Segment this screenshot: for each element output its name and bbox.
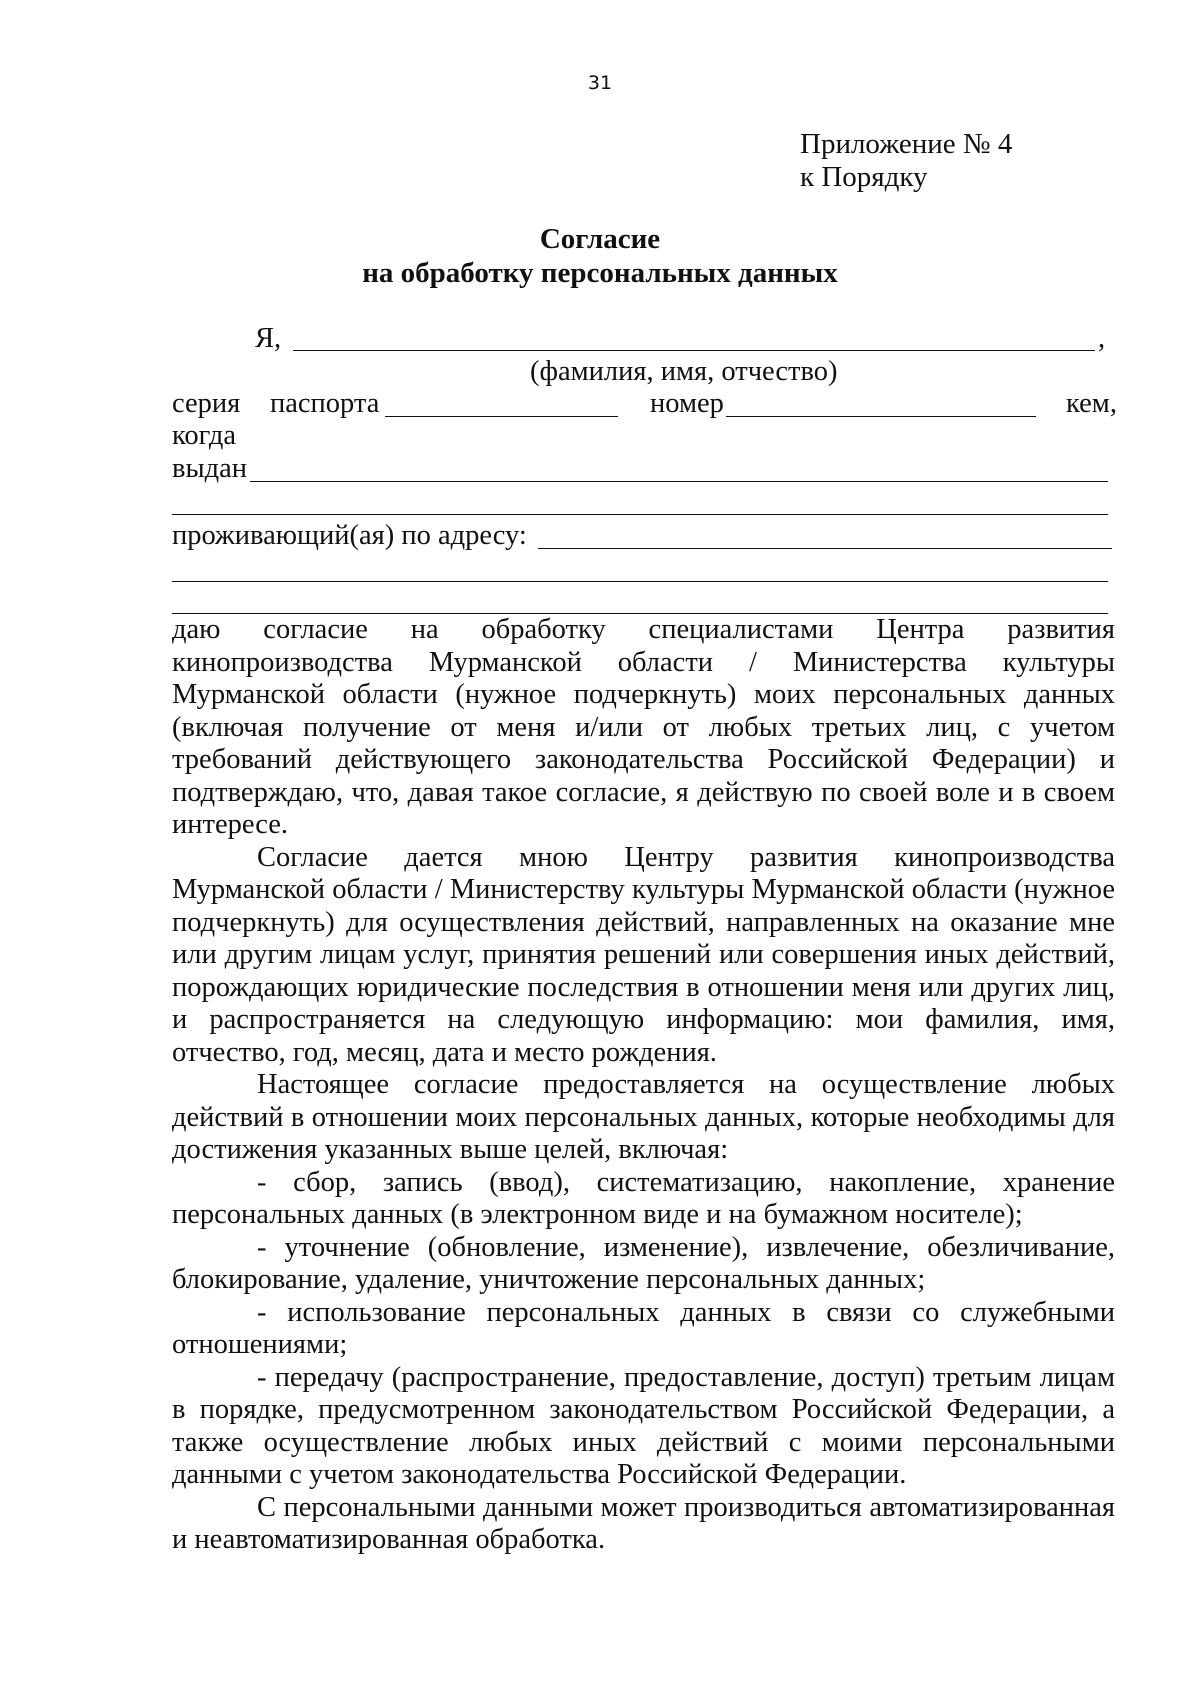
label-by-whom: кем, [1066,388,1117,419]
consent-body [172,614,1115,1557]
consent-paragraph-1: даю согласие на обработку специалистами Центра развития кинопроизводства Мурманской области / Министерства культуры Мурманской области (нужное подчеркнуть) моих персональных данных (включая получение от меня и/или от любых третьих лиц, с учетом требований действующего законодательства Российской Федерации) и подтверждаю, что, давая такое согласие, я действую по своей воле и в своем интересе. [172,614,1115,840]
consent-paragraph-3: Настоящее согласие предоставляется на осуществление любых действий в отношении моих персональных данных, которые необходимы для достижения указанных выше целей, включая: [172,1069,1115,1165]
consent-list-item-2: - уточнение (обновление, изменение), извлечение, обезличивание, блокирование, удаление, уничтожение персональных данных; [172,1231,1115,1295]
full-name-hint: (фамилия, имя, отчество) [530,356,838,387]
label-address: проживающий(ая) по адресу: [172,520,527,551]
consent-list-item-4: - передачу (распространение, предоставление, доступ) третьим лицам в порядке, предусмотренном законодательством Российской Федерации, а также осуществление любых иных действий с моими персональными данными с учетом законодательства Российской Федерации. [172,1361,1115,1490]
passport-number-field[interactable] [726,416,1036,417]
page-number: 31 [587,72,613,94]
consent-paragraph-2: Согласие дается мною Центру развития кинопроизводства Мурманской области / Министерству культуры Мурманской области (нужное подчеркнуть) для осуществления действий, направленных на оказание мне или другим лицам услуг, принятия решений или совершения иных действий, порождающих юридические последствия в отношении меня или других лиц, и распространяется на следующую информацию: мои фамилия, имя, отчество, год, месяц, дата и место рождения. [172,841,1115,1068]
full-name-field[interactable] [293,350,1095,351]
consent-paragraph-final: С персональными данными может производиться автоматизированная и неавтоматизированная обработка. [172,1491,1115,1555]
passport-series-field[interactable] [385,416,618,417]
appendix-number: Приложение № 4 [800,128,1013,160]
appendix-header [800,128,1012,194]
title-line-2: на обработку персональных данных [362,257,838,289]
address-field[interactable] [538,548,1112,549]
label-comma: , [1098,323,1106,354]
consent-list-item-3: - использование персональных данных в связи со служебными отношениями; [172,1296,1115,1360]
appendix-reference: к Порядку [800,161,928,193]
address-field-line-2[interactable] [172,581,1108,582]
title-line-1: Согласие [539,223,661,255]
label-when: когда [172,420,237,451]
label-i: Я, [255,323,282,354]
label-series: серия [172,388,241,419]
label-issued: выдан [172,453,248,484]
consent-list-item-1: - сбор, запись (ввод), систематизацию, накопление, хранение персональных данных (в электронном виде и на бумажном носителе); [172,1166,1115,1230]
issued-by-field-continued[interactable] [172,514,1108,515]
document-title [0,222,1200,290]
label-passport: паспорта [270,388,380,419]
issued-by-field[interactable] [250,481,1108,482]
label-number: номер [650,388,724,419]
